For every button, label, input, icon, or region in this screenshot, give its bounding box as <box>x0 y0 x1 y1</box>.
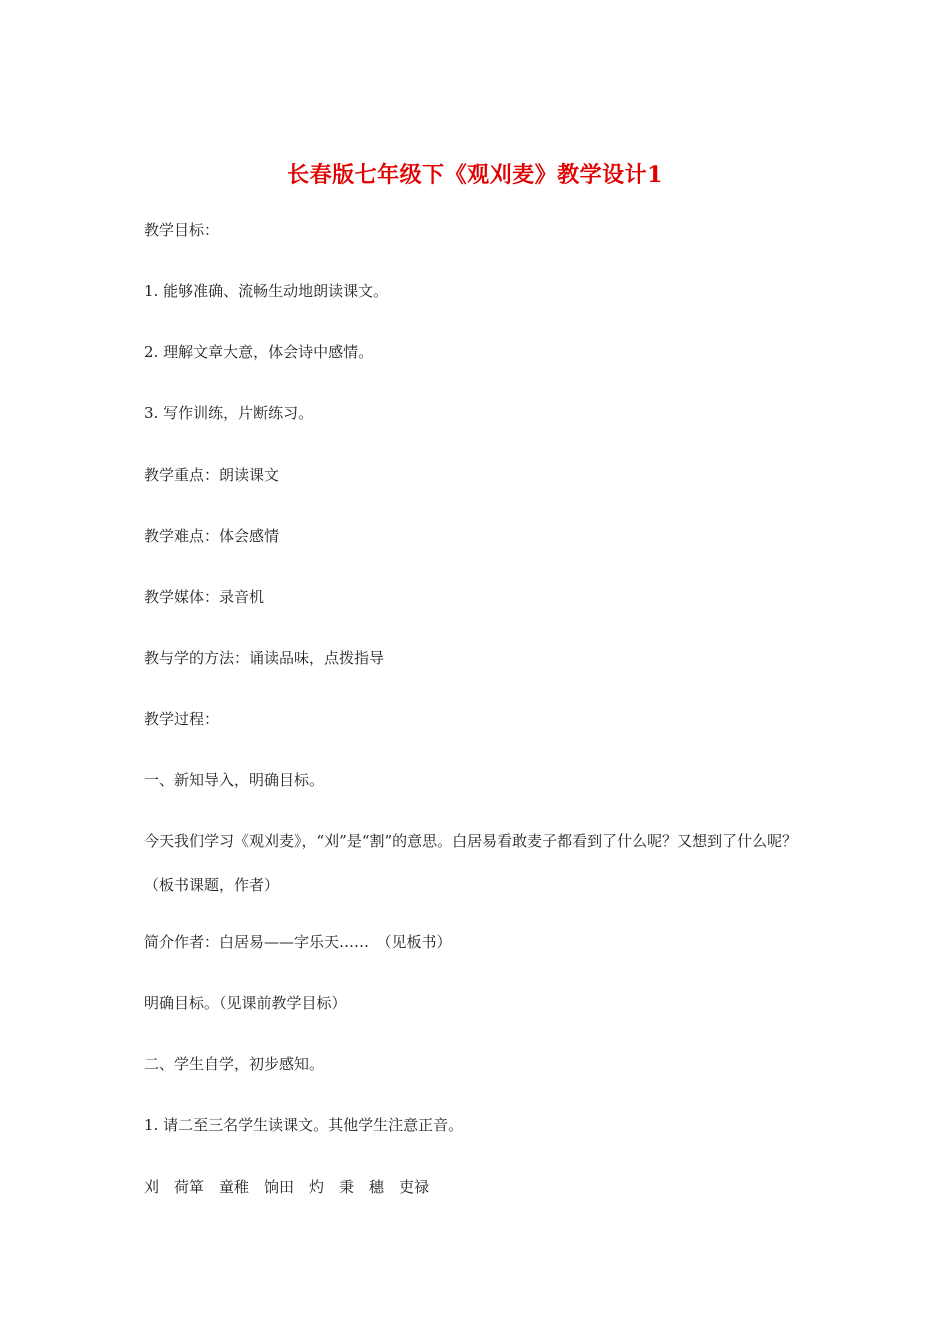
paragraph-process-heading: 教学过程： <box>144 710 220 728</box>
paragraph-goal-1: 1. 能够准确、流畅生动地朗读课文。 <box>144 282 389 300</box>
paragraph-media: 教学媒体：录音机 <box>144 588 265 606</box>
paragraph-section-1-heading: 一、新知导入，明确目标。 <box>144 771 325 789</box>
paragraph-goal-2: 2. 理解文章大意，体会诗中感情。 <box>144 343 374 361</box>
paragraph-key-point: 教学重点：朗读课文 <box>144 466 280 484</box>
paragraph-goal-3: 3. 写作训练，片断练习。 <box>144 404 314 422</box>
paragraph-vocabulary-list: 刈 荷箪 童稚 饷田 灼 秉 穗 吏禄 <box>144 1178 430 1196</box>
document-title: 长春版七年级下《观刈麦》教学设计1 <box>287 162 663 188</box>
paragraph-section-2-heading: 二、学生自学，初步感知。 <box>144 1055 325 1073</box>
paragraph-clarify-goals: 明确目标。（见课前教学目标） <box>144 994 347 1012</box>
paragraph-difficulty: 教学难点：体会感情 <box>144 527 280 545</box>
paragraph-introduction: 今天我们学习《观刈麦》，“刈”是“割”的意思。白居易看敢麦子都看到了什么呢？又想到了什么呢？（板书课题，作者） <box>144 832 798 894</box>
paragraph-reading-task: 1. 请二至三名学生读课文。其他学生注意正音。 <box>144 1116 464 1134</box>
paragraph-author-intro: 简介作者：白居易——字乐天…… （见板书） <box>144 933 452 951</box>
paragraph-methods: 教与学的方法：诵读品味，点拨指导 <box>144 649 385 667</box>
paragraph-teaching-goals-heading: 教学目标： <box>144 221 220 239</box>
